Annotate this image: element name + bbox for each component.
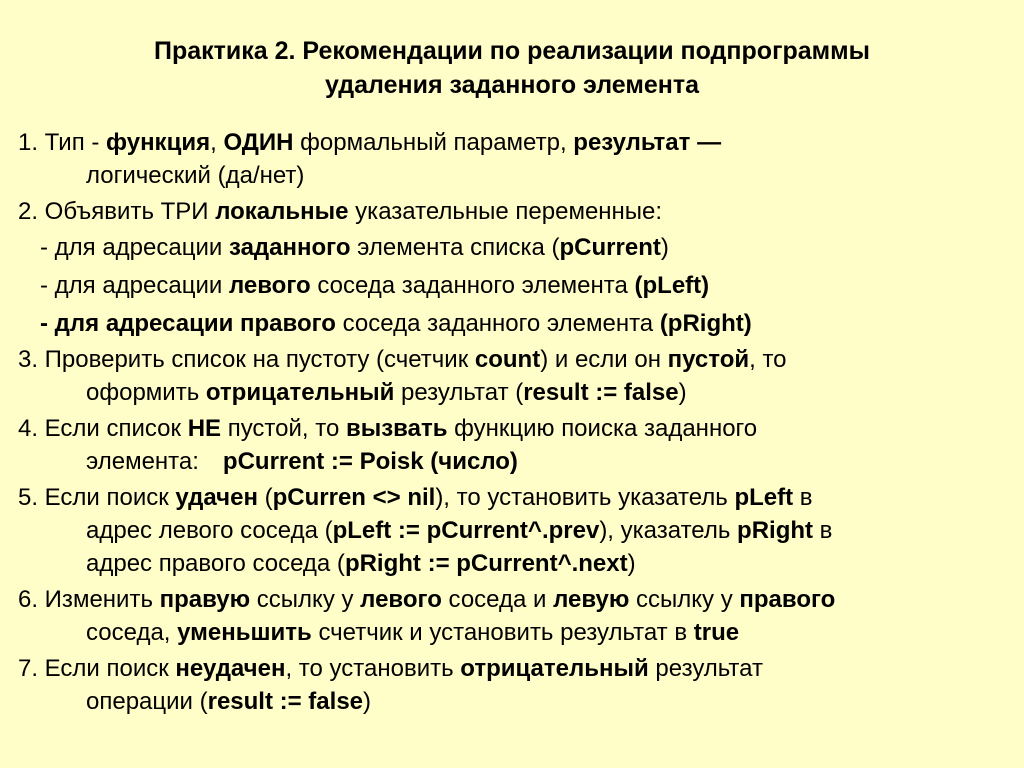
bold-text: pCurrent: [559, 234, 661, 261]
text: ): [678, 379, 687, 406]
bold-text: левую: [553, 586, 630, 613]
text: , то: [749, 346, 787, 373]
text: ,: [210, 129, 224, 156]
bold-text: заданного: [228, 234, 351, 261]
list-item: [18, 126, 1008, 192]
bold-text: правого: [739, 586, 836, 613]
text: 6. Изменить: [18, 586, 160, 613]
item-line: [18, 346, 787, 373]
text: соседа,: [86, 619, 178, 646]
bold-text: результат —: [573, 129, 722, 156]
text: оформить: [86, 379, 206, 406]
bold-text: отрицательный: [460, 655, 649, 682]
item-continuation-line: [18, 514, 1008, 547]
sub-list-item: [18, 307, 1008, 340]
text: адрес правого соседа (: [86, 550, 345, 577]
item-line: [18, 198, 662, 225]
bold-text: result := false: [207, 688, 364, 715]
sub-list-item: [18, 231, 1008, 264]
list-item: [18, 481, 1008, 580]
item-continuation-line: [18, 159, 1008, 192]
item-continuation-line: [18, 376, 1008, 409]
bold-text: пустой: [667, 346, 750, 373]
text: ): [627, 550, 636, 577]
item-line: [18, 586, 835, 613]
text: ссылку у: [250, 586, 361, 613]
text: результат: [648, 655, 763, 682]
text: ) и если он: [540, 346, 668, 373]
text: 1. Тип -: [18, 129, 107, 156]
bold-text: (pLeft): [634, 272, 710, 299]
item-line: [40, 310, 752, 337]
bold-text: pRight := pCurrent^.next: [344, 550, 628, 577]
bold-text: pRight: [737, 517, 814, 544]
text: логический (да/нет): [86, 162, 305, 189]
bold-text: true: [693, 619, 740, 646]
bold-text: result := false: [523, 379, 679, 406]
text: ), то установить указатель: [435, 484, 735, 511]
text: 7. Если поиск: [18, 655, 176, 682]
text: формальный параметр,: [293, 129, 574, 156]
text: элемента:: [86, 448, 199, 475]
bold-text: левого: [228, 272, 311, 299]
bold-text: pLeft := pCurrent^.prev: [332, 517, 600, 544]
text: - для адресации: [40, 272, 229, 299]
text: - для адресации: [40, 234, 229, 261]
text: указательные переменные:: [348, 198, 663, 225]
bold-text: левого: [360, 586, 442, 613]
text: функцию поиска заданного: [447, 415, 758, 442]
text: в: [793, 484, 813, 511]
item-line: [40, 272, 709, 299]
bold-text: pLeft: [734, 484, 794, 511]
text: пустой, то: [221, 415, 346, 442]
list-item: [18, 195, 1008, 228]
text: 5. Если поиск: [18, 484, 176, 511]
bold-text: уменьшить: [177, 619, 312, 646]
item-continuation-line: [18, 616, 1008, 649]
text: счетчик и установить результат в: [311, 619, 694, 646]
list-item: [18, 652, 1008, 718]
bold-text: правую: [159, 586, 251, 613]
item-line: [18, 655, 763, 682]
text: ), указатель: [599, 517, 738, 544]
text: ): [363, 688, 372, 715]
slide-title-line-1: Практика 2. Рекомендации по реализации подпрограммы: [153, 37, 870, 65]
bold-text: НЕ: [187, 415, 222, 442]
text: результат (: [394, 379, 524, 406]
text: ): [660, 234, 669, 261]
text: 2. Объявить ТРИ: [18, 198, 216, 225]
text: 3. Проверить список на пустоту (счетчик: [18, 346, 475, 373]
bold-text: вызвать: [345, 415, 448, 442]
text: в: [813, 517, 833, 544]
item-line: [18, 415, 757, 442]
list-item: [18, 412, 1008, 478]
bold-text: неудачен: [175, 655, 286, 682]
bold-text: отрицательный: [205, 379, 395, 406]
bold-text: ОДИН: [223, 129, 294, 156]
item-line: [18, 484, 813, 511]
bold-text: pCurren <> nil: [272, 484, 436, 511]
text: ссылку у: [629, 586, 740, 613]
bold-text: count: [474, 346, 541, 373]
bold-text: удачен: [175, 484, 258, 511]
text: соседа заданного элемента: [335, 310, 660, 337]
recommendation-list: [18, 126, 1008, 721]
sub-list-item: [18, 269, 1008, 302]
text: элемента списка (: [350, 234, 560, 261]
bold-text: локальные: [215, 198, 349, 225]
text: адрес левого соседа (: [86, 517, 333, 544]
item-line: [40, 234, 669, 261]
text: соседа и: [441, 586, 554, 613]
bold-text: правого: [240, 310, 336, 337]
item-continuation-line: [18, 547, 1008, 580]
slide-title-line-2: удаления заданного элемента: [324, 71, 699, 99]
item-continuation-line: [18, 685, 1008, 718]
text: , то установить: [285, 655, 461, 682]
text: операции (: [86, 688, 208, 715]
slide-title: [40, 34, 984, 102]
bold-text: pCurrent := Poisk (число): [222, 448, 518, 475]
text: соседа заданного элемента: [310, 272, 635, 299]
bold-text: функция: [106, 129, 211, 156]
text: 4. Если список: [18, 415, 188, 442]
bold-text: (pRight): [659, 310, 752, 337]
list-item: [18, 343, 1008, 409]
list-item: [18, 583, 1008, 649]
bold-text: - для адресации: [40, 310, 241, 337]
item-continuation-line: [18, 445, 1008, 478]
item-line: [18, 129, 721, 156]
text: (: [257, 484, 273, 511]
